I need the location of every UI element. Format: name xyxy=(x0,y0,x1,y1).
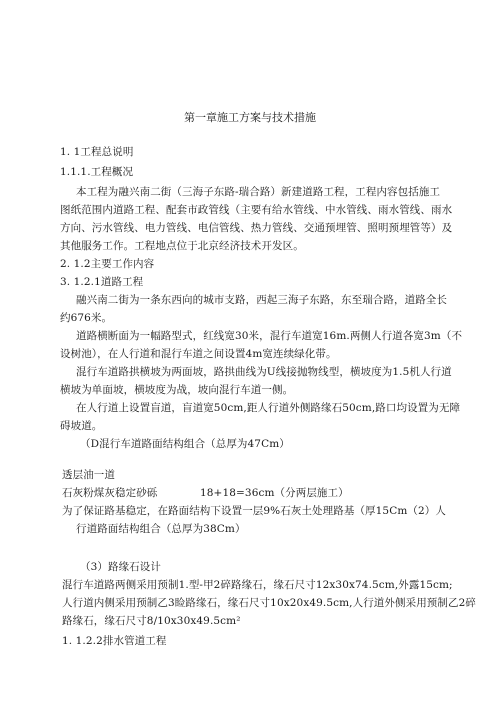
section-heading: 1. 1工程总说明 xyxy=(60,146,134,158)
paragraph-line: 为了保证路基稳定，在路面结构下设置一层9%石灰土处理路基（厚15Cm（2）人 xyxy=(62,505,446,517)
paragraph-line: 碍坡道。 xyxy=(60,420,103,432)
paragraph-line: 人行道内侧采用预制乙3睑路缘石，缘石尺寸10x20x49.5cm,人行道外侧采用预制乙2碎 xyxy=(62,597,476,609)
paragraph-line: 方向、污水管线、电力管线、电信管线、热力管线、交通预埋管、照明预埋管等）及 xyxy=(60,222,453,234)
paragraph-line: 路缘石，缘石尺寸8/10x30x49.5cm² xyxy=(62,615,241,627)
subsection-heading: 3. 1.2.1道路工程 xyxy=(60,276,144,288)
paragraph-line: 横坡为单面坡，横坡度为战，坡向混行车道一侧。 xyxy=(60,384,294,396)
paragraph-line: 石灰粉煤灰稳定砂砾 xyxy=(62,487,158,499)
structure-heading: （3）路缘石设计 xyxy=(80,561,161,573)
paragraph-line: 道路横断面为一幅路型式，红线宽30米，混行车道宽16m.两侧人行道各宽3m（不 xyxy=(76,330,463,342)
paragraph-line: 设树池），在人行道和混行车道之间设置4m宽连续绿化带。 xyxy=(60,348,337,360)
section-heading: 2. 1.2主要工作内容 xyxy=(60,258,155,270)
paragraph-line: 其他服务工作。工程地点位于北京经济技术开发区。 xyxy=(60,240,304,252)
paragraph-line: 图纸范围内道路工程、配套市政管线（主要有给水管线、中水管线、雨水管线、雨水 xyxy=(60,204,453,216)
paragraph-line: 18+18=36cm（分两层施工） xyxy=(200,487,349,499)
subsection-heading: 1.1.1.工程概况 xyxy=(60,166,134,178)
paragraph-line: 本工程为融兴南二街（三海子东路-瑞合路）新建道路工程，工程内容包括施工 xyxy=(76,186,441,198)
subsection-heading: 1. 1.2.2排水管道工程 xyxy=(62,635,167,647)
paragraph-line: 融兴南二街为一条东西向的城市支路，西起三海子东路，东至瑞合路，道路全长 xyxy=(76,294,447,306)
structure-heading: （D混行车道路面结构组合（总厚为47Cm） xyxy=(80,438,290,450)
paragraph-line: 透层油一道 xyxy=(62,469,115,481)
chapter-title: 第一章施工方案与技术措施 xyxy=(184,111,316,124)
paragraph-line: 在人行道上设置盲道，盲道宽50cm,距人行道外侧路缘石50cm,路口均设置为无障 xyxy=(76,402,461,414)
paragraph-line: 约676米。 xyxy=(60,312,113,324)
paragraph-line: 行道路面结构组合（总厚为38Cm） xyxy=(76,523,246,535)
paragraph-line: 混行车道路两侧采用预制1.型-甲2碎路缘石，缘石尺寸12x30x74.5cm,外露15cm; xyxy=(62,579,453,591)
paragraph-line: 混行车道路拱横坡为两面坡，路拱曲线为U线接抛物线型，横坡度为1.5机人行道 xyxy=(76,366,452,378)
